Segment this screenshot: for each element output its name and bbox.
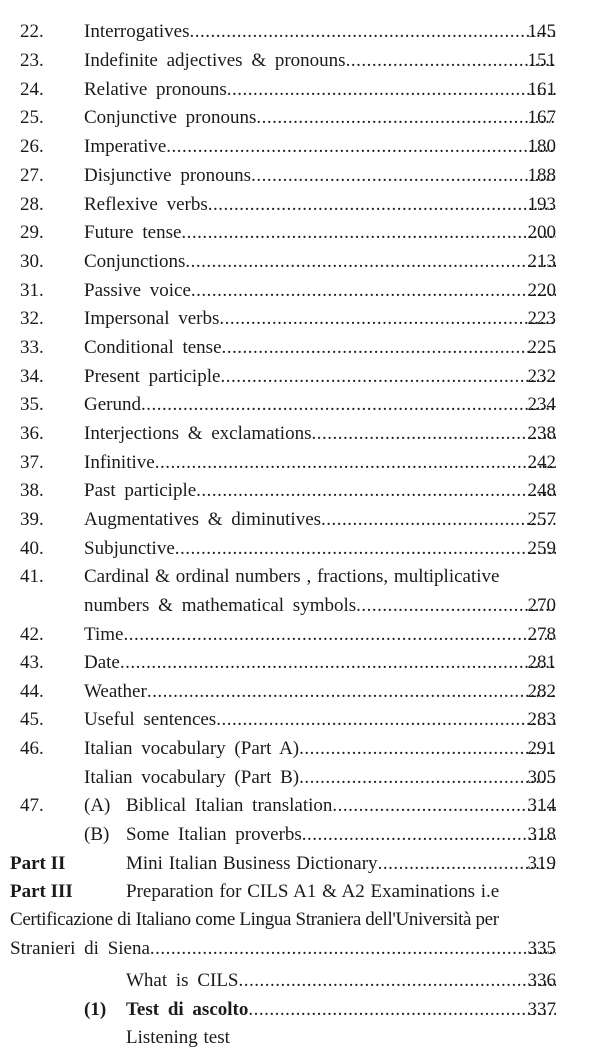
entry-page: 278 [527, 624, 556, 645]
entry-title: Weather [84, 681, 147, 702]
part-title-line3: Stranieri di Siena [10, 938, 150, 959]
entry-number: 47. [20, 795, 44, 816]
entry-number: 32. [20, 308, 44, 329]
entry-title: Time [84, 624, 124, 645]
toc-entry [0, 133, 600, 161]
entry-title: Subjunctive [84, 538, 175, 559]
part-title-line1: Preparation for CILS A1 & A2 Examinations i.e [126, 881, 500, 902]
test-subtitle-row [0, 1024, 600, 1052]
entry-number: 22. [20, 21, 44, 42]
toc-entry [0, 535, 600, 563]
entry-page: 314 [527, 795, 556, 816]
part-label: Part II [10, 853, 66, 874]
entry-subtitle: Listening test [126, 1027, 230, 1048]
entry-number: 45. [20, 709, 44, 730]
dot-leader [219, 305, 556, 333]
dot-leader [239, 967, 557, 995]
toc-entry [0, 277, 600, 305]
dot-leader [216, 706, 556, 734]
toc-entry [0, 621, 600, 649]
entry-page: 283 [527, 709, 556, 730]
entry-number: 30. [20, 251, 44, 272]
entry-title: Past participle [84, 480, 197, 501]
dot-leader [251, 162, 556, 190]
entry-page: 336 [527, 970, 556, 991]
entry-page: 238 [527, 423, 556, 444]
entry-page: 337 [527, 999, 556, 1020]
entry-page: 282 [527, 681, 556, 702]
entry-title: Imperative [84, 136, 167, 157]
toc-entry-46b [0, 764, 600, 792]
entry-number: 29. [20, 222, 44, 243]
entry-number: 38. [20, 480, 44, 501]
entry-title: Italian vocabulary (Part A) [84, 738, 300, 759]
toc-entry [0, 506, 600, 534]
entry-title: Disjunctive pronouns [84, 165, 252, 186]
dot-leader [220, 363, 556, 391]
dot-leader [196, 477, 556, 505]
entry-page: 188 [527, 165, 556, 186]
entry-title: Date [84, 652, 120, 673]
entry-number: 36. [20, 423, 44, 444]
toc-entry [0, 18, 600, 46]
entry-number: 27. [20, 165, 44, 186]
dot-leader [191, 277, 556, 305]
entry-title-line2: numbers & mathematical symbols [84, 595, 357, 616]
entry-title: Test di ascolto [126, 999, 249, 1020]
dot-leader [208, 191, 556, 219]
toc-entry [0, 363, 600, 391]
part-3-entry-cont [0, 935, 600, 963]
entry-title: Useful sentences [84, 709, 217, 730]
entry-number: 37. [20, 452, 44, 473]
entry-page: 232 [527, 366, 556, 387]
entry-page: 223 [527, 308, 556, 329]
toc-entry [0, 162, 600, 190]
entry-page: 161 [527, 79, 556, 100]
part-3-entry [0, 878, 600, 906]
toc-entry [0, 649, 600, 677]
toc-entry [0, 248, 600, 276]
dot-leader [190, 18, 556, 46]
dot-leader [120, 649, 556, 677]
entry-page: 270 [527, 595, 556, 616]
entry-title: Passive voice [84, 280, 191, 301]
test-entry [0, 996, 600, 1024]
toc-entry [0, 191, 600, 219]
entry-number: 28. [20, 194, 44, 215]
entry-number: 43. [20, 652, 44, 673]
dot-leader [155, 449, 556, 477]
dot-leader [222, 334, 556, 362]
toc-entry [0, 420, 600, 448]
dot-leader [185, 248, 556, 276]
dot-leader [166, 133, 556, 161]
entry-number: 33. [20, 337, 44, 358]
dot-leader [181, 219, 556, 247]
dot-leader [150, 935, 556, 963]
entry-page: 335 [527, 938, 556, 959]
entry-title-line1: Cardinal & ordinal numbers , fractions, multiplicative [84, 566, 500, 587]
dot-leader [141, 391, 556, 419]
toc-entry [0, 219, 600, 247]
entry-page: 167 [527, 107, 556, 128]
entry-page: 180 [527, 136, 556, 157]
toc-entry-47b [0, 821, 600, 849]
entry-title: Future tense [84, 222, 182, 243]
entry-title: Interrogatives [84, 21, 190, 42]
toc-entry [0, 104, 600, 132]
entry-page: 305 [527, 767, 556, 788]
entry-number: 25. [20, 107, 44, 128]
part-title: Mini Italian Business Dictionary [126, 853, 378, 874]
toc-entry-47a [0, 792, 600, 820]
entry-title: Conjunctive pronouns [84, 107, 257, 128]
entry-title: Biblical Italian translation [126, 795, 333, 816]
entry-title: Infinitive [84, 452, 155, 473]
entry-title: Conditional tense [84, 337, 222, 358]
toc-entry [0, 706, 600, 734]
entry-page: 193 [527, 194, 556, 215]
entry-number: 26. [20, 136, 44, 157]
entry-number: 39. [20, 509, 44, 530]
entry-page: 213 [527, 251, 556, 272]
toc-entry [0, 305, 600, 333]
part-3-entry-cont [0, 906, 600, 934]
toc-entry-41 [0, 563, 600, 591]
entry-page: 242 [527, 452, 556, 473]
entry-number: 24. [20, 79, 44, 100]
part-label: Part III [10, 881, 73, 902]
entry-title: Impersonal verbs [84, 308, 220, 329]
entry-title: Gerund [84, 394, 141, 415]
toc-entry [0, 449, 600, 477]
sub-entry-label: (A) [84, 795, 111, 816]
sub-entry-label: (B) [84, 824, 110, 845]
entry-page: 257 [527, 509, 556, 530]
entry-number: 31. [20, 280, 44, 301]
entry-title: Interjections & exclamations [84, 423, 312, 444]
entry-number: 41. [20, 566, 44, 587]
entry-title: Augmentatives & diminutives [84, 509, 322, 530]
entry-page: 281 [527, 652, 556, 673]
entry-page: 145 [527, 21, 556, 42]
entry-page: 319 [527, 853, 556, 874]
cils-entry [0, 967, 600, 995]
entry-title: Italian vocabulary (Part B) [84, 767, 300, 788]
toc-entry [0, 391, 600, 419]
entry-page: 151 [527, 50, 556, 71]
sub-entry-label: (1) [84, 999, 107, 1020]
toc-entry [0, 477, 600, 505]
entry-number: 23. [20, 50, 44, 71]
entry-page: 234 [527, 394, 556, 415]
dot-leader [175, 535, 556, 563]
dot-leader [227, 76, 556, 104]
part-2-entry [0, 850, 600, 878]
dot-leader [248, 996, 556, 1024]
entry-number: 46. [20, 738, 44, 759]
entry-page: 220 [527, 280, 556, 301]
entry-page: 259 [527, 538, 556, 559]
entry-title: Conjunctions [84, 251, 186, 272]
entry-title: What is CILS [126, 970, 239, 991]
entry-page: 225 [527, 337, 556, 358]
entry-page: 248 [527, 480, 556, 501]
entry-number: 34. [20, 366, 44, 387]
entry-page: 200 [527, 222, 556, 243]
toc-entry-41-cont [0, 592, 600, 620]
dot-leader [123, 621, 556, 649]
entry-page: 291 [527, 738, 556, 759]
toc-entry [0, 47, 600, 75]
toc-entry [0, 334, 600, 362]
entry-page: 318 [527, 824, 556, 845]
dot-leader [147, 678, 556, 706]
part-title-line2: Certificazione di Italiano come Lingua Straniera dell'Università per [10, 909, 499, 930]
entry-number: 35. [20, 394, 44, 415]
entry-number: 44. [20, 681, 44, 702]
entry-title: Relative pronouns [84, 79, 227, 100]
entry-title: Some Italian proverbs [126, 824, 302, 845]
entry-number: 40. [20, 538, 44, 559]
entry-title: Indefinite adjectives & pronouns [84, 50, 346, 71]
toc-entry [0, 678, 600, 706]
entry-title: Reflexive verbs [84, 194, 208, 215]
toc-entry [0, 76, 600, 104]
dot-leader [256, 104, 556, 132]
entry-number: 42. [20, 624, 44, 645]
toc-entry-46a [0, 735, 600, 763]
entry-title: Present participle [84, 366, 221, 387]
